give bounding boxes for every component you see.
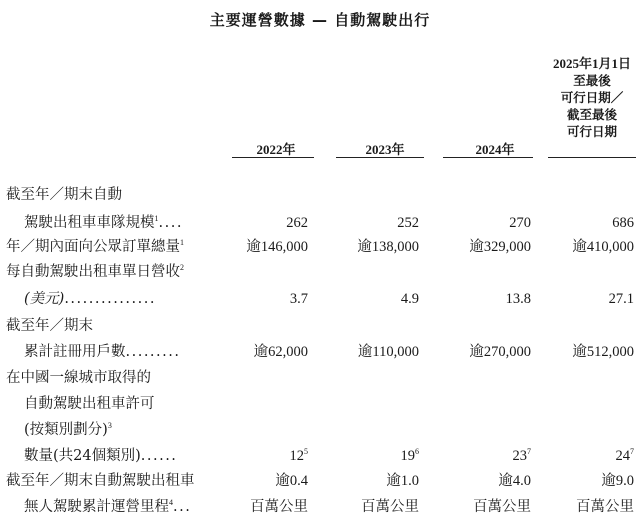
cell-2025: 686 [612, 215, 634, 231]
row-label: 在中國一線城市取得的 [6, 370, 151, 386]
col-header-2023-label: 2023年 [365, 142, 405, 157]
footnote-ref: 5 [304, 447, 308, 456]
table-row [0, 444, 640, 468]
col-header-2024-label: 2024年 [475, 142, 515, 157]
cell-2023: 4.9 [400, 291, 419, 307]
col-header-2025-line5: 可行日期 [566, 124, 617, 139]
table-row [0, 418, 640, 442]
cell-2022 [290, 444, 309, 468]
cell-value: 23 [512, 448, 527, 464]
cell-2022: 逾62,000 [253, 344, 308, 360]
row-label: 每自動駕駛出租車單日營收 [6, 264, 180, 280]
cell-value: 12 [289, 448, 304, 464]
cell-2025: 百萬公里 [576, 499, 634, 515]
cell-2024 [513, 444, 532, 468]
cell-2025: 逾410,000 [572, 239, 634, 255]
cell-2024: 270 [509, 215, 531, 231]
footnote-ref: 7 [527, 447, 531, 456]
row-label: 數量(共24個類別) [24, 448, 141, 464]
leader-dots: ......... [125, 344, 181, 360]
footnote-ref: 1 [180, 238, 184, 247]
footnote-ref: 3 [107, 421, 112, 430]
cell-2024: 逾4.0 [498, 473, 531, 489]
cell-2023: 252 [397, 215, 419, 231]
cell-2022: 百萬公里 [250, 499, 308, 515]
cell-2024: 13.8 [505, 291, 531, 307]
header-rule-2025 [548, 157, 636, 158]
footnote-ref: 1 [154, 214, 159, 223]
col-header-2025-line2: 至最後 [573, 73, 611, 88]
cell-value: 19 [400, 448, 415, 464]
table-row [0, 314, 640, 338]
cell-2025: 27.1 [608, 291, 634, 307]
footnote-ref: 2 [180, 263, 184, 272]
table-row [0, 469, 640, 493]
row-label-wrap [24, 418, 112, 442]
row-label: 無人駕駛累計運營里程 [24, 499, 169, 515]
row-label-wrap [6, 260, 184, 284]
cell-2024: 逾270,000 [469, 344, 531, 360]
row-label: 截至年／期末 [6, 318, 93, 334]
row-label: 自動駕駛出租車許可 [24, 396, 155, 412]
header-rule-2023 [336, 157, 424, 158]
table-row [0, 287, 640, 311]
col-header-2025-line3: 可行日期／ [560, 90, 624, 105]
cell-2022: 3.7 [289, 291, 308, 307]
col-header-2022-label: 2022年 [256, 142, 296, 157]
col-header-2025 [544, 55, 640, 140]
cell-2023: 逾1.0 [386, 473, 419, 489]
cell-value: 24 [615, 448, 630, 464]
leader-dots: ...... [140, 448, 178, 464]
table-row [0, 260, 640, 284]
footnote-ref: 4 [169, 498, 173, 507]
row-label-wrap [24, 495, 191, 519]
row-label-wrap [6, 235, 184, 259]
leader-dots: ............... [64, 291, 156, 307]
cell-2025 [616, 444, 635, 468]
footnote-ref: 7 [630, 447, 634, 456]
header-rule-2022 [232, 157, 314, 158]
row-label: 累計註冊用戶數 [24, 344, 126, 360]
cell-2025: 逾9.0 [601, 473, 634, 489]
header-rule-2024 [443, 157, 533, 158]
cell-2022: 逾0.4 [275, 473, 308, 489]
row-label: 駕駛出租車車隊規模 [24, 215, 155, 231]
col-header-2025-line4: 截至最後 [566, 107, 617, 122]
row-label: 截至年／期末自動 [6, 187, 122, 203]
row-label: (按類別劃分) [24, 422, 108, 438]
cell-2024: 百萬公里 [473, 499, 531, 515]
cell-2023: 百萬公里 [361, 499, 419, 515]
cell-2024: 逾329,000 [469, 239, 531, 255]
cell-2023 [401, 444, 420, 468]
leader-dots: .... [158, 215, 183, 231]
cell-2025: 逾512,000 [572, 344, 634, 360]
table-row [0, 211, 640, 235]
cell-2022: 262 [286, 215, 308, 231]
leader-dots: ... [173, 499, 192, 515]
row-label-wrap [24, 211, 183, 235]
col-header-2025-line1: 2025年1月1日 [552, 56, 631, 71]
row-label-wrap [24, 340, 180, 364]
table-row [0, 183, 640, 207]
row-label: 年／期內面向公眾訂單總量 [6, 239, 180, 255]
table-row [0, 235, 640, 259]
cell-2022: 逾146,000 [246, 239, 308, 255]
table-row [0, 495, 640, 519]
cell-2023: 逾110,000 [357, 344, 419, 360]
row-label: 截至年／期末自動駕駛出租車 [6, 473, 195, 489]
table-row [0, 366, 640, 390]
page-title: 主要運營數據 — 自動駕駛出行 [209, 11, 431, 29]
footnote-ref: 6 [415, 447, 419, 456]
table-row [0, 340, 640, 364]
row-label-wrap [24, 287, 156, 311]
table-row [0, 392, 640, 416]
cell-2023: 逾138,000 [357, 239, 419, 255]
row-label-wrap [24, 444, 177, 468]
row-label: (美元) [24, 291, 65, 307]
